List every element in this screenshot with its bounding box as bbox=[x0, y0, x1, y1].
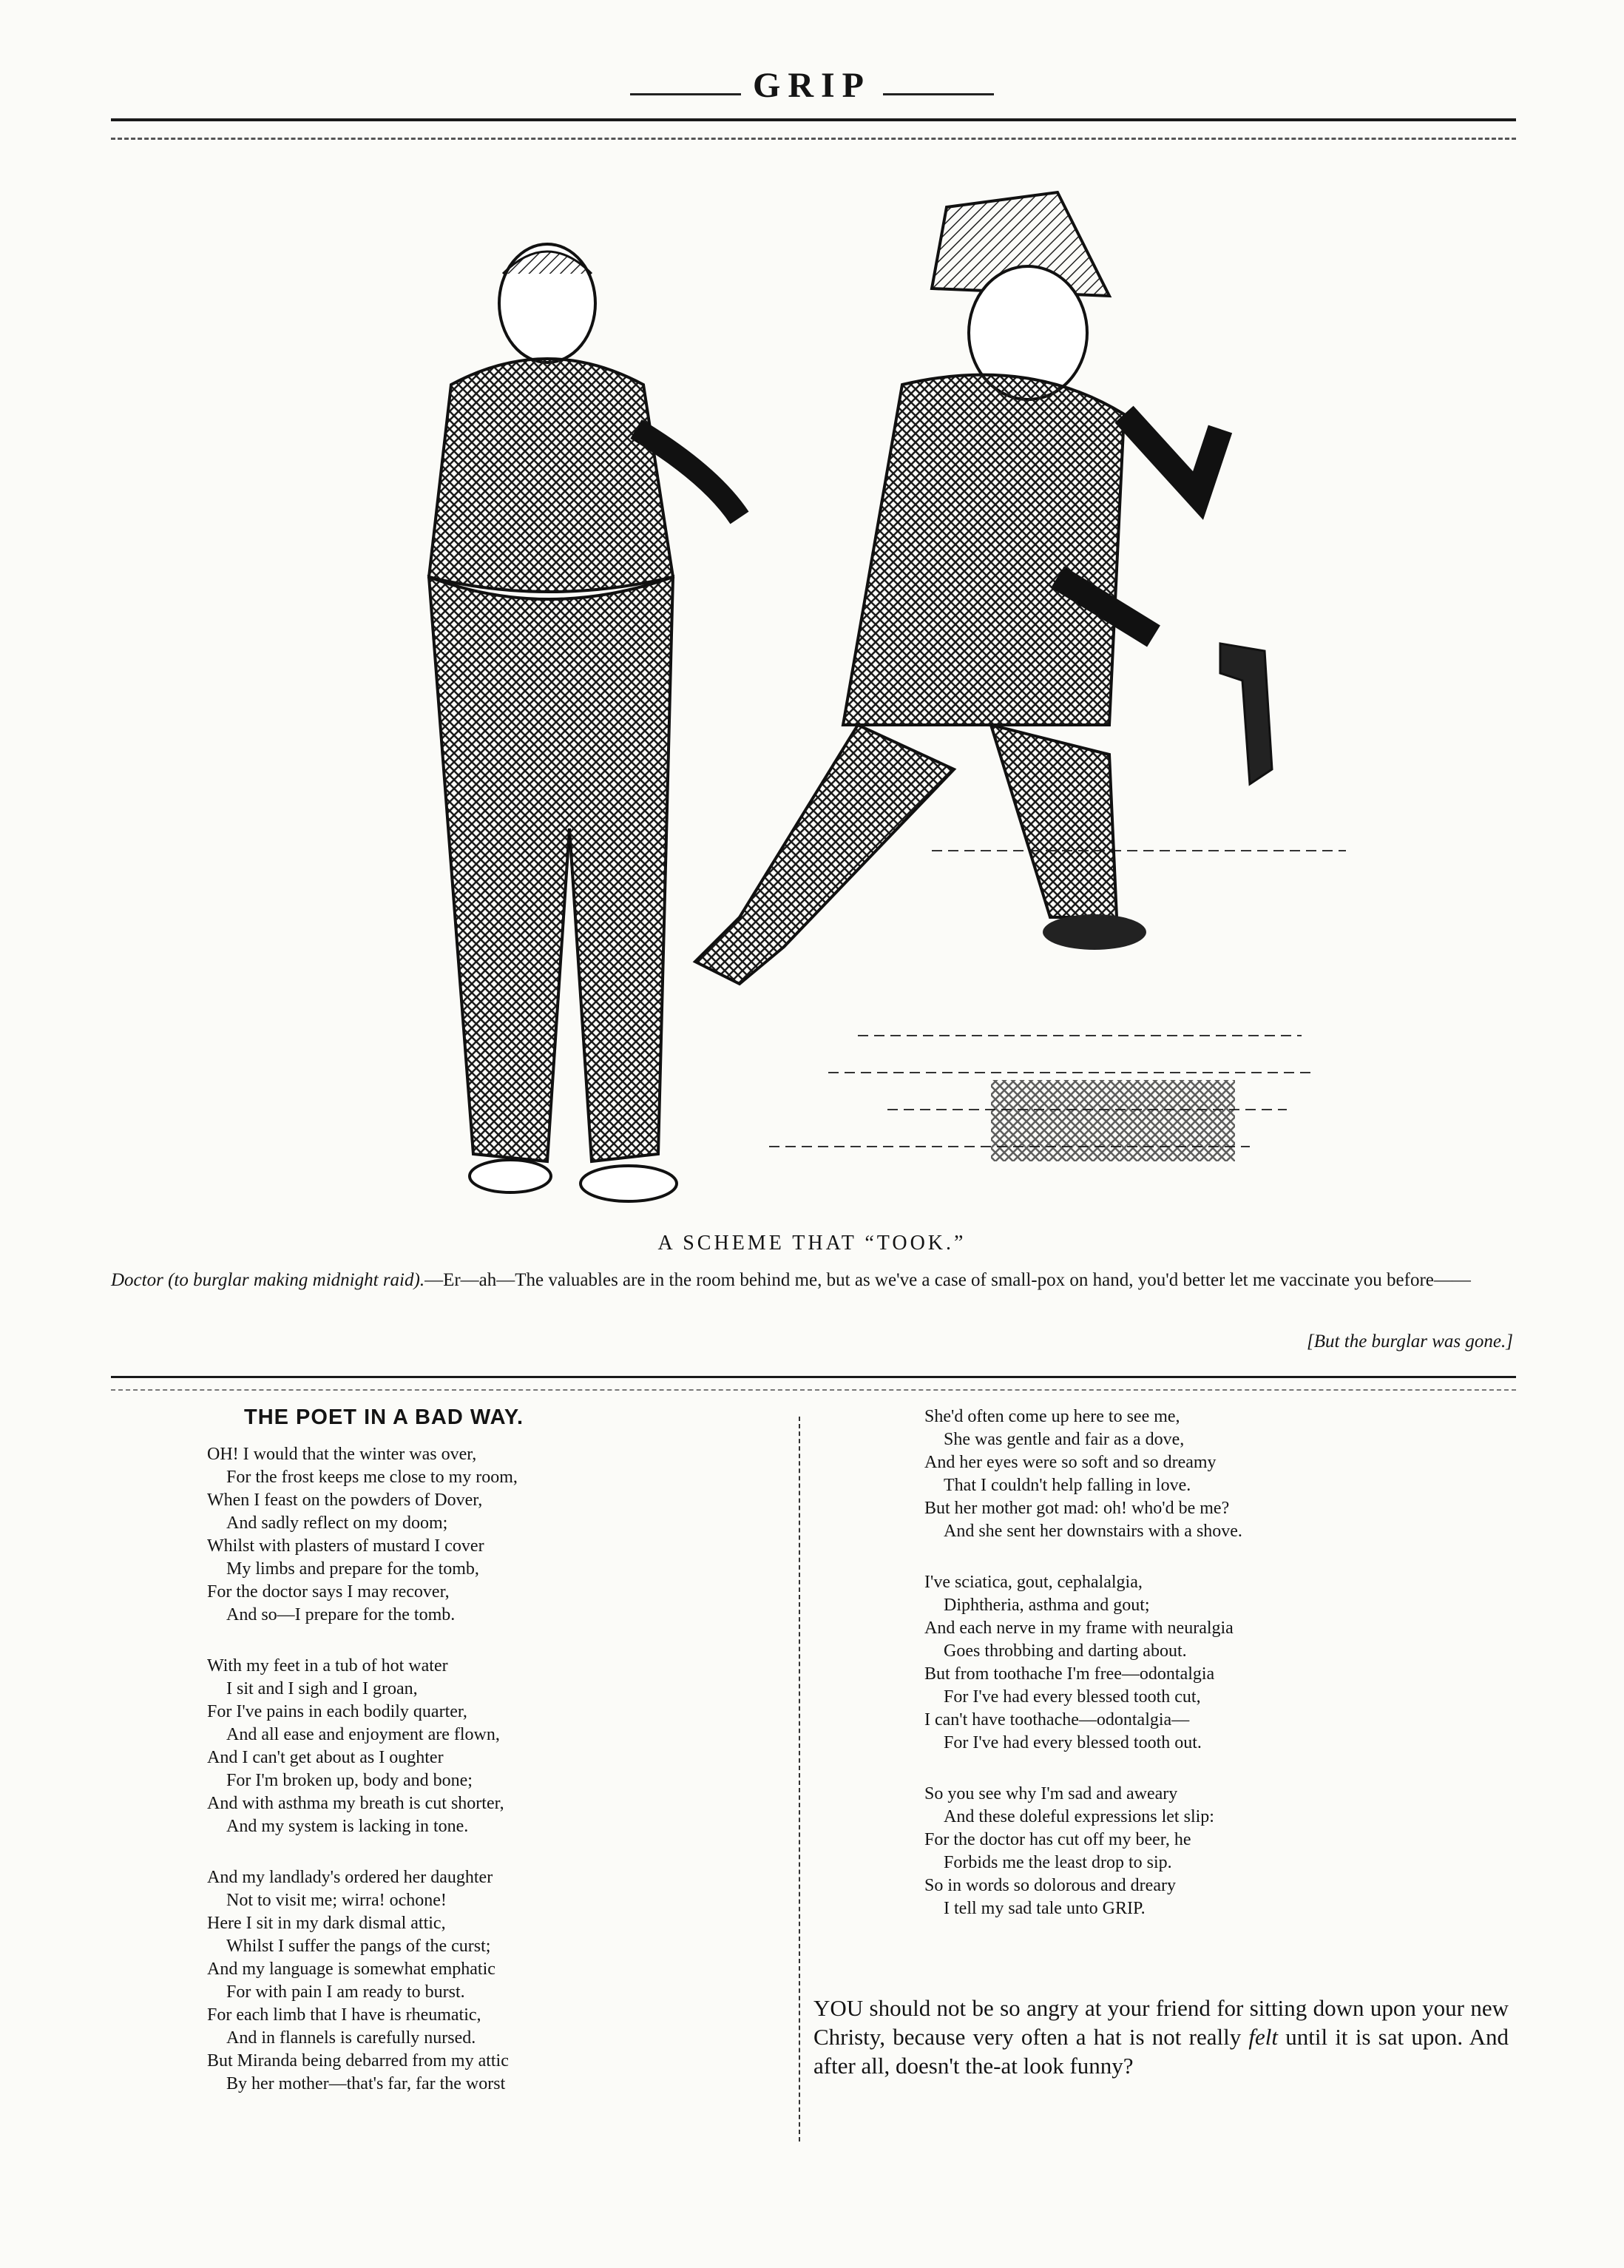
poem-line: For the doctor says I may recover, bbox=[207, 1582, 450, 1602]
poem-stanza bbox=[924, 1405, 1486, 1543]
poem-line: And these doleful expressions let slip: bbox=[944, 1807, 1214, 1826]
poem-line: But from toothache I'm free—odontalgia bbox=[924, 1664, 1215, 1684]
caption-speech: —Er—ah—The valuables are in the room behind me, but as we've a case of small-pox on hand, you'd better let me vaccinate you before—— bbox=[424, 1270, 1471, 1290]
poem-line: I sit and I sigh and I groan, bbox=[226, 1679, 418, 1698]
poem-line: Here I sit in my dark dismal attic, bbox=[207, 1914, 446, 1933]
burglar-figure bbox=[695, 192, 1272, 984]
poem-stanza bbox=[924, 1783, 1486, 1920]
poem-line: And in flannels is carefully nursed. bbox=[226, 2028, 476, 2048]
poem-line: And my landlady's ordered her daughter bbox=[207, 1868, 493, 1887]
poem-stanzas-right bbox=[821, 1405, 1486, 1920]
poem-line: By her mother—that's far, far the worst bbox=[226, 2074, 506, 2093]
poem-line: Goes throbbing and darting about. bbox=[944, 1641, 1187, 1661]
poem-line: Diphtheria, asthma and gout; bbox=[944, 1596, 1150, 1615]
top-dashed-rule bbox=[111, 138, 1516, 140]
masthead-title: GRIP bbox=[753, 66, 871, 105]
poem-line: Whilst with plasters of mustard I cover bbox=[207, 1536, 484, 1556]
poem-line: And my system is lacking in tone. bbox=[226, 1817, 469, 1836]
ornament-left bbox=[630, 93, 741, 95]
poem-stanza bbox=[207, 1443, 754, 1627]
poem-line: For I've pains in each bodily quarter, bbox=[207, 1702, 467, 1721]
poem-column-left bbox=[177, 1405, 754, 2124]
poem-stanzas-left bbox=[177, 1443, 754, 2096]
poem-line: But Miranda being debarred from my attic bbox=[207, 2051, 509, 2070]
poem-line: Not to visit me; wirra! ochone! bbox=[226, 1891, 447, 1910]
cartoon-drawing bbox=[325, 163, 1361, 1213]
poem-line: Forbids me the least drop to sip. bbox=[944, 1853, 1172, 1872]
joke-paragraph bbox=[813, 1994, 1509, 2080]
poem-line: And her eyes were so soft and so dreamy bbox=[924, 1453, 1217, 1472]
poem-line: And sadly reflect on my doom; bbox=[226, 1513, 448, 1533]
caption-stage-direction: (to burglar making midnight raid). bbox=[168, 1270, 425, 1290]
joke-emphasis: felt bbox=[1248, 2024, 1279, 2050]
section-rule bbox=[111, 1376, 1516, 1378]
poem-line: With my feet in a tub of hot water bbox=[207, 1656, 448, 1675]
poem-line: I tell my sad tale unto GRIP. bbox=[944, 1899, 1146, 1918]
caption-speaker: Doctor bbox=[111, 1270, 163, 1290]
poem-line: When I feast on the powders of Dover, bbox=[207, 1491, 483, 1510]
poem-line: I can't have toothache—odontalgia— bbox=[924, 1710, 1190, 1729]
poem-line: So you see why I'm sad and aweary bbox=[924, 1784, 1178, 1803]
cartoon-illustration bbox=[325, 163, 1361, 1213]
top-rule bbox=[111, 118, 1516, 121]
cartoon-title: A SCHEME THAT “TOOK.” bbox=[657, 1232, 967, 1255]
poem-line: But her mother got mad: oh! who'd be me? bbox=[924, 1499, 1230, 1518]
poem-stanza bbox=[207, 1655, 754, 1838]
poem-line: And all ease and enjoyment are flown, bbox=[226, 1725, 500, 1744]
poem-line: I've sciatica, gout, cephalalgia, bbox=[924, 1573, 1143, 1592]
poem-line: For I'm broken up, body and bone; bbox=[226, 1771, 473, 1790]
poem-line: And my language is somewhat emphatic bbox=[207, 1960, 495, 1979]
masthead bbox=[0, 65, 1624, 106]
ornament-right bbox=[883, 93, 994, 95]
poem-line: For I've had every blessed tooth cut, bbox=[944, 1687, 1201, 1707]
poem-line: And so—I prepare for the tomb. bbox=[226, 1605, 456, 1624]
poem-line: She was gentle and fair as a dove, bbox=[944, 1430, 1185, 1449]
poem-line: OH! I would that the winter was over, bbox=[207, 1445, 477, 1464]
poem-line: She'd often come up here to see me, bbox=[924, 1407, 1180, 1426]
poem-line: For each limb that I have is rheumatic, bbox=[207, 2005, 481, 2025]
caption-note: [But the burglar was gone.] bbox=[1307, 1332, 1513, 1351]
poem-column-right bbox=[821, 1405, 1486, 1948]
joke-text-after: until it is sat upon. And after all, doesn't the-at look funny? bbox=[813, 2024, 1509, 2079]
doctor-figure bbox=[429, 244, 740, 1201]
section-dashed-rule bbox=[111, 1389, 1516, 1391]
poem-line: And each nerve in my frame with neuralgia bbox=[924, 1619, 1234, 1638]
poem-line: So in words so dolorous and dreary bbox=[924, 1876, 1176, 1895]
cartoon-caption bbox=[111, 1269, 1520, 1292]
poem-line: For I've had every blessed tooth out. bbox=[944, 1733, 1202, 1752]
poem-line: And I can't get about as I oughter bbox=[207, 1748, 444, 1767]
joke-text-before: YOU should not be so angry at your friend for sitting down upon your new Christy, because very often a hat is not really bbox=[813, 1995, 1509, 2050]
poem-title: THE POET IN A BAD WAY. bbox=[244, 1405, 524, 1429]
poem-stanza bbox=[924, 1571, 1486, 1755]
poem-line: And with asthma my breath is cut shorter, bbox=[207, 1794, 504, 1813]
poem-line: My limbs and prepare for the tomb, bbox=[226, 1559, 479, 1579]
poem-line: For the frost keeps me close to my room, bbox=[226, 1468, 518, 1487]
poem-line: For with pain I am ready to burst. bbox=[226, 1982, 465, 2002]
poem-line: And she sent her downstairs with a shove. bbox=[944, 1522, 1242, 1541]
column-divider bbox=[799, 1417, 800, 2142]
poem-line: Whilst I suffer the pangs of the curst; bbox=[226, 1937, 491, 1956]
poem-line: That I couldn't help falling in love. bbox=[944, 1476, 1191, 1495]
poem-line: For the doctor has cut off my beer, he bbox=[924, 1830, 1191, 1849]
poem-stanza bbox=[207, 1866, 754, 2096]
